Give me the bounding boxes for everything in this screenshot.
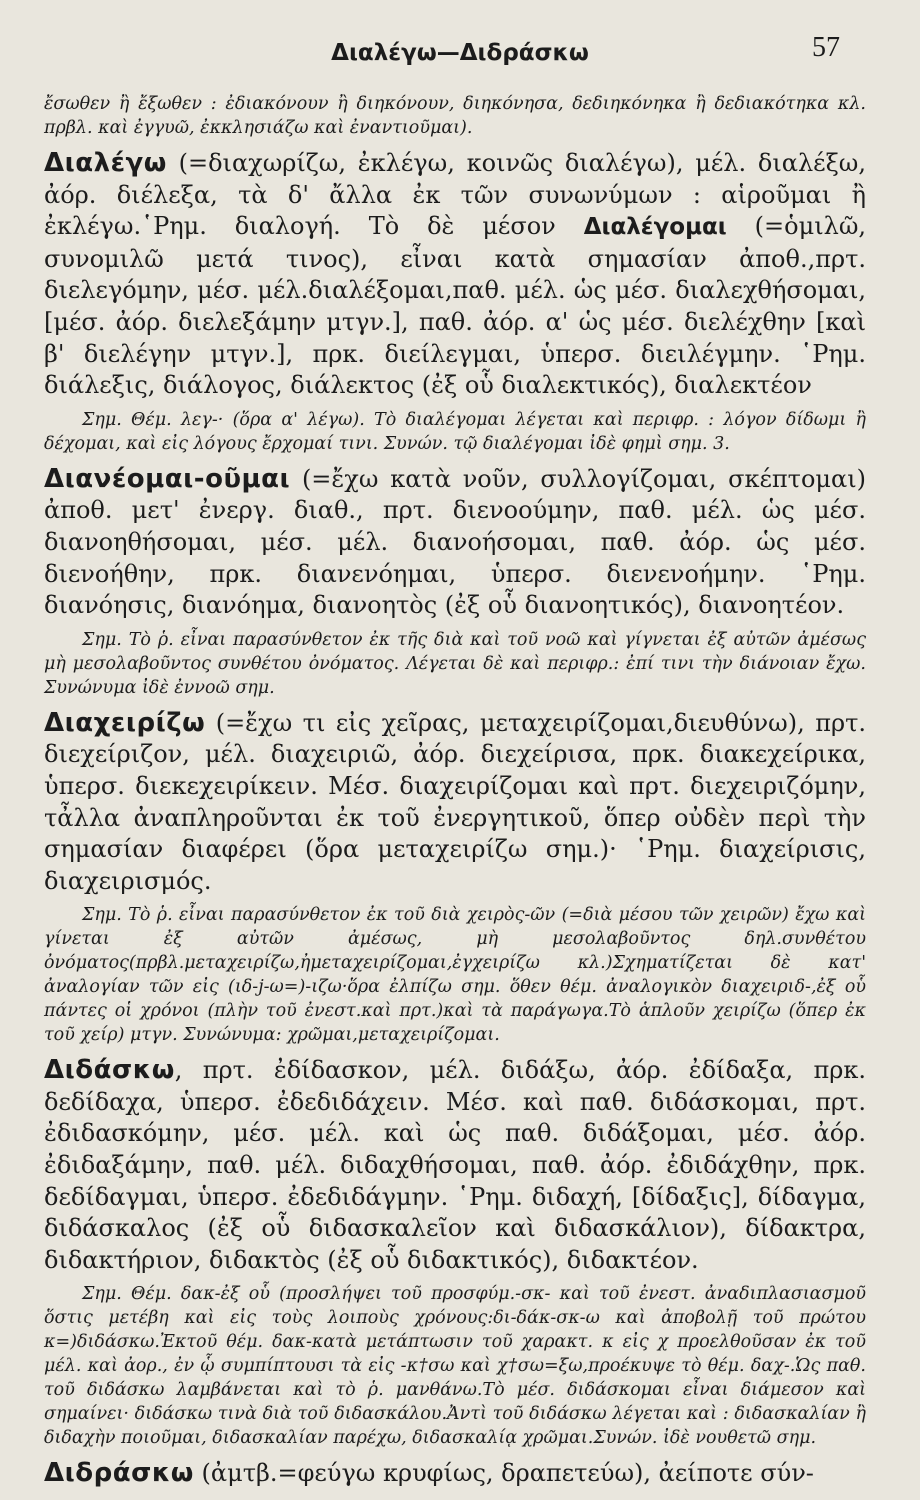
entry-text: (=ἔχω κατὰ νοῦν, συλλογίζομαι, σκέπτομαι) ἀποθ. μετ' ἐνεργ. διαθ., πρτ. διενοούμην, παθ. μέλ. ὡς μέσ. διανοηθήσομαι, μέσ. μέλ. διανοήσομαι, παθ. ἀόρ. ὡς μέσ. διενοήθην, πρκ. διανενόημαι, ὑπερσ. διενενοήμην. ῾Ρημ. διανόησις, διανόημα, διανοητὸς (ἐξ οὗ διανοητικός), διανοητέον. (44, 464, 866, 620)
continuation-note: ἔσωθεν ἢ ἔξωθεν : ἐδιακόνουν ἢ διηκόνουν, διηκόνησα, δεδιηκόνηκα ἢ δεδιακότηκα κλ. πρβλ. καὶ ἐγγυῶ, ἐκκλησιάζω καὶ ἐναντιοῦμαι). (44, 94, 866, 138)
note-diacheirizo: Σημ. Τὸ ῥ. εἶναι παρασύνθετον ἐκ τοῦ διὰ χειρὸς-ῶν (=διὰ μέσου τῶν χειρῶν) ἔχω καὶ γίνεται ἐξ αὐτῶν ἀμέσως, μὴ μεσολαβοῦντος δηλ.συνθέτου ὀνόματος(πρβλ.μεταχειρίζω,ἠμεταχειρίζομαι,ἐγχειρίζω κλ.)Σχηματίζεται δὲ κατ' ἀναλογίαν τῶν εἰς (ιδ-j-ω=)-ιζω·ὅρα ἐλπίζω σημ. ὅθεν θέμ. ἀναλογικὸν διαχειριδ-,ἐξ οὗ πάντες οἱ χρόνοι (πλὴν τοῦ ἐνεστ.καὶ πρτ.)καὶ τὰ παράγωγα.Τὸ ἁπλοῦν χειρίζω (ὅπερ ἐκ τοῦ χείρ) μτγν. Συνώνυμα: χρῶμαι,μεταχειρίζομαι. (44, 905, 866, 1046)
sub-headword: Διαλέγομαι (583, 214, 727, 241)
entry-didasko (44, 1055, 866, 1276)
entry-text: (ἀμτβ.=φεύγω κρυφίως, δραπετεύω), ἀείποτε σύν- (193, 1459, 814, 1488)
headword: Διανέομαι-οῦμαι (44, 463, 291, 494)
entry-didrasko (44, 1458, 866, 1490)
headword: Διαχειρίζω (44, 707, 206, 738)
headword: Διδράσκω (44, 1458, 194, 1489)
headword: Διαλέγω (44, 148, 167, 178)
running-head: Διαλέγω—Διδράσκω (331, 40, 589, 66)
entry-text: , πρτ. ἐδίδασκον, μέλ. διδάξω, ἀόρ. ἐδίδαξα, πρκ. δεδίδαχα, ὑπερσ. ἐδεδιδάχειν. Μέσ. καὶ παθ. διδάσκομαι, πρτ. ἐδιδασκόμην, μέσ. μέλ. καὶ ὡς παθ. διδάξομαι, μέσ. ἀόρ. ἐδιδαξάμην, παθ. μέλ. διδαχθήσομαι, παθ. ἀόρ. ἐδιδάχθην, πρκ. δεδίδαγμαι, ὑπερσ. ἐδεδιδάγμην. ῾Ρημ. διδαχή, [δίδαξις], δίδαγμα, διδάσκαλος (ἐξ οὗ διδασκαλεῖον καὶ διδασκάλιον), δίδακτρα, διδακτήριον, διδακτὸς (ἐξ οὗ διδακτικός), διδακτέον. (44, 1056, 866, 1274)
page-number: 57 (812, 32, 840, 63)
headword: Διδάσκω (44, 1055, 175, 1086)
entry-text: (=διαχωρίζω, ἐκλέγω, κοινῶς διαλέγω), μέλ. διαλέξω, ἀόρ. διέλεξα, τὰ δ' ἄλλα ἐκ τῶν συνωνύμων : αἱροῦμαι ἢ ἐκλέγω.῾Ρημ. διαλογή. Τὸ δὲ μέσον (44, 149, 866, 241)
entry-text: (=ὁμιλῶ, συνομιλῶ μετά τινος), εἶναι κατὰ σημασίαν ἀποθ.,πρτ. διελεγόμην, μέσ. μέλ.διαλέξομαι,παθ. μέλ. ὡς μέσ. διαλεχθήσομαι, [μέσ. ἀόρ. διελεξάμην μτγν.], παθ. ἀόρ. α' ὡς μέσ. διελέχθην [καὶ β' διελέγην μτγν.], πρκ. διείλεγμαι, ὑπερσ. διειλέγμην. ῾Ρημ. διάλεξις, διάλογος, διάλεκτος (ἐξ οὗ διαλεκτικός), διαλεκτέον (44, 212, 867, 400)
entry-text: (=ἔχω τι εἰς χεῖρας, μεταχειρίζομαι,διευθύνω), πρτ. διεχείριζον, μέλ. διαχειριῶ, ἀόρ. διεχείρισα, πρκ. διακεχείρικα, ὑπερσ. διεκεχειρίκειν. Μέσ. διαχειρίζομαι καὶ πρτ. διεχειριζόμην, τἆλλα ἀναπληροῦνται ἐκ τοῦ ἐνεργητικοῦ, ὅπερ οὐδὲν περὶ τὴν σημασίαν διαφέρει (ὅρα μεταχειρίζω σημ.)· ῾Ρημ. διαχείρισις, διαχειρισμός. (44, 708, 866, 895)
note-dianoeomai: Σημ. Τὸ ῥ. εἶναι παρασύνθετον ἐκ τῆς διὰ καὶ τοῦ νοῶ καὶ γίγνεται ἐξ αὐτῶν ἀμέσως μὴ μεσολαβοῦντος συνθέτου ὀνόματος. Λέγεται δὲ καὶ περιφρ.: ἐπί τινι τὴν διάνοιαν ἔχω. Συνώνυμα ἰδὲ ἐννοῶ σημ. (44, 629, 866, 698)
entry-dialego (44, 148, 866, 402)
entry-diacheirizo (44, 708, 866, 898)
page-body (44, 92, 866, 1490)
entry-dianoeomai (44, 464, 866, 622)
note-dialego: Σημ. Θέμ. λεγ-· (ὅρα α' λέγω). Τὸ διαλέγομαι λέγεται καὶ περιφρ. : λόγον δίδωμι ἢ δέχομαι, καὶ εἰς λόγους ἔρχομαί τινι. Συνών. τῷ διαλέγομαι ἰδὲ φημὶ σημ. 3. (44, 409, 866, 454)
note-didasko: Σημ. Θέμ. δακ-ἐξ οὗ (προσλήψει τοῦ προσφύμ.-σκ- καὶ τοῦ ἐνεστ. ἀναδιπλασιασμοῦ ὅστις μετέβη καὶ εἰς τοὺς λοιποὺς χρόνους:δι-δάκ-σκ-ω καὶ ἀποβολῇ τοῦ πρώτου κ=)διδάσκω.Ἐκτοῦ θέμ. δακ-κατὰ μετάπτωσιν τοῦ χαρακτ. κ εἰς χ προελθοῦσαν ἐκ τοῦ μέλ. καὶ ἀορ., ἐν ᾧ συμπίπτουσι τὰ εἰς -κ†σω καὶ χ†σω=ξω,προέκυψε τὸ θέμ. δαχ-.Ὡς παθ. τοῦ διδάσκω λαμβάνεται καὶ τὸ ῥ. μανθάνω.Τὸ μέσ. διδάσκομαι εἶναι διάμεσον καὶ σημαίνει· διδάσκω τινὰ διὰ τοῦ διδασκάλου.Ἀντὶ τοῦ διδάσκω λέγεται καὶ : διδασκαλίαν ἢ διδαχὴν ποιοῦμαι, διδασκαλίαν παρέχω, διδασκαλίᾳ χρῶμαι.Συνών. ἰδὲ νουθετῶ σημ. (44, 1284, 866, 1449)
